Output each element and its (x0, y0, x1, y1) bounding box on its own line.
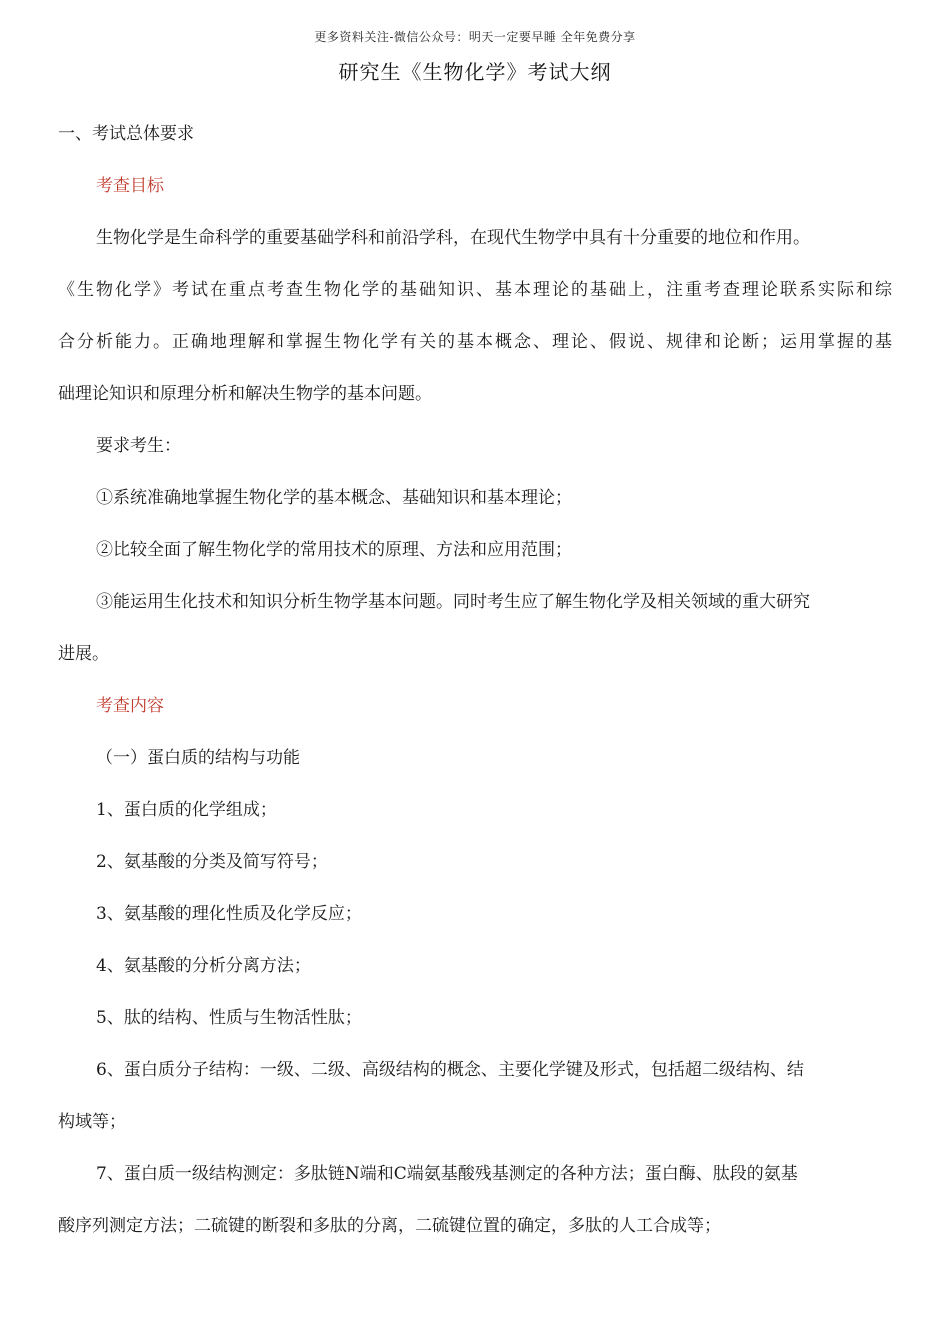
requirement-3-line-1: ③能运用生化技术和知识分析生物学基本问题。同时考生应了解生物化学及相关领域的重大研究 (96, 592, 810, 612)
requirements-label: 要求考生： (96, 436, 181, 456)
objective-label: 考查目标 (96, 176, 164, 196)
header-note: 更多资料关注-微信公众号：明天一定要早睡 全年免费分享 (314, 30, 636, 44)
part-heading: （一）蛋白质的结构与功能 (96, 748, 300, 768)
intro-line-3: 合分析能力。正确地理解和掌握生物化学有关的基本概念、理论、假说、规律和论断；运用掌握的基 (58, 332, 892, 352)
list-item-3: 3、氨基酸的理化性质及化学反应； (96, 904, 362, 924)
intro-line-4: 础理论知识和原理分析和解决生物学的基本问题。 (58, 384, 432, 404)
list-item-6-line-2: 构域等； (58, 1112, 126, 1132)
section-heading: 一、考试总体要求 (58, 124, 194, 144)
document-title: 研究生《生物化学》考试大纲 (338, 60, 612, 84)
list-item-2: 2、氨基酸的分类及简写符号； (96, 852, 328, 872)
list-item-1: 1、蛋白质的化学组成； (96, 800, 277, 820)
list-item-4: 4、氨基酸的分析分离方法； (96, 956, 311, 976)
requirement-3-line-2: 进展。 (58, 644, 109, 664)
list-item-6-line-1: 6、蛋白质分子结构：一级、二级、高级结构的概念、主要化学键及形式，包括超二级结构、结 (96, 1060, 804, 1080)
requirement-2: ②比较全面了解生物化学的常用技术的原理、方法和应用范围； (96, 540, 572, 560)
list-item-7-line-2: 酸序列测定方法；二硫键的断裂和多肽的分离，二硫键位置的确定，多肽的人工合成等； (58, 1216, 721, 1236)
list-item-5: 5、肽的结构、性质与生物活性肽； (96, 1008, 362, 1028)
list-item-7-line-1: 7、蛋白质一级结构测定：多肽链N端和C端氨基酸残基测定的各种方法；蛋白酶、肽段的氨基 (96, 1164, 798, 1184)
content-label: 考查内容 (96, 696, 164, 716)
intro-line-2: 《生物化学》考试在重点考查生物化学的基础知识、基本理论的基础上，注重考查理论联系实际和综 (58, 280, 892, 300)
intro-line-1: 生物化学是生命科学的重要基础学科和前沿学科，在现代生物学中具有十分重要的地位和作用。 (96, 228, 810, 248)
requirement-1: ①系统准确地掌握生物化学的基本概念、基础知识和基本理论； (96, 488, 572, 508)
